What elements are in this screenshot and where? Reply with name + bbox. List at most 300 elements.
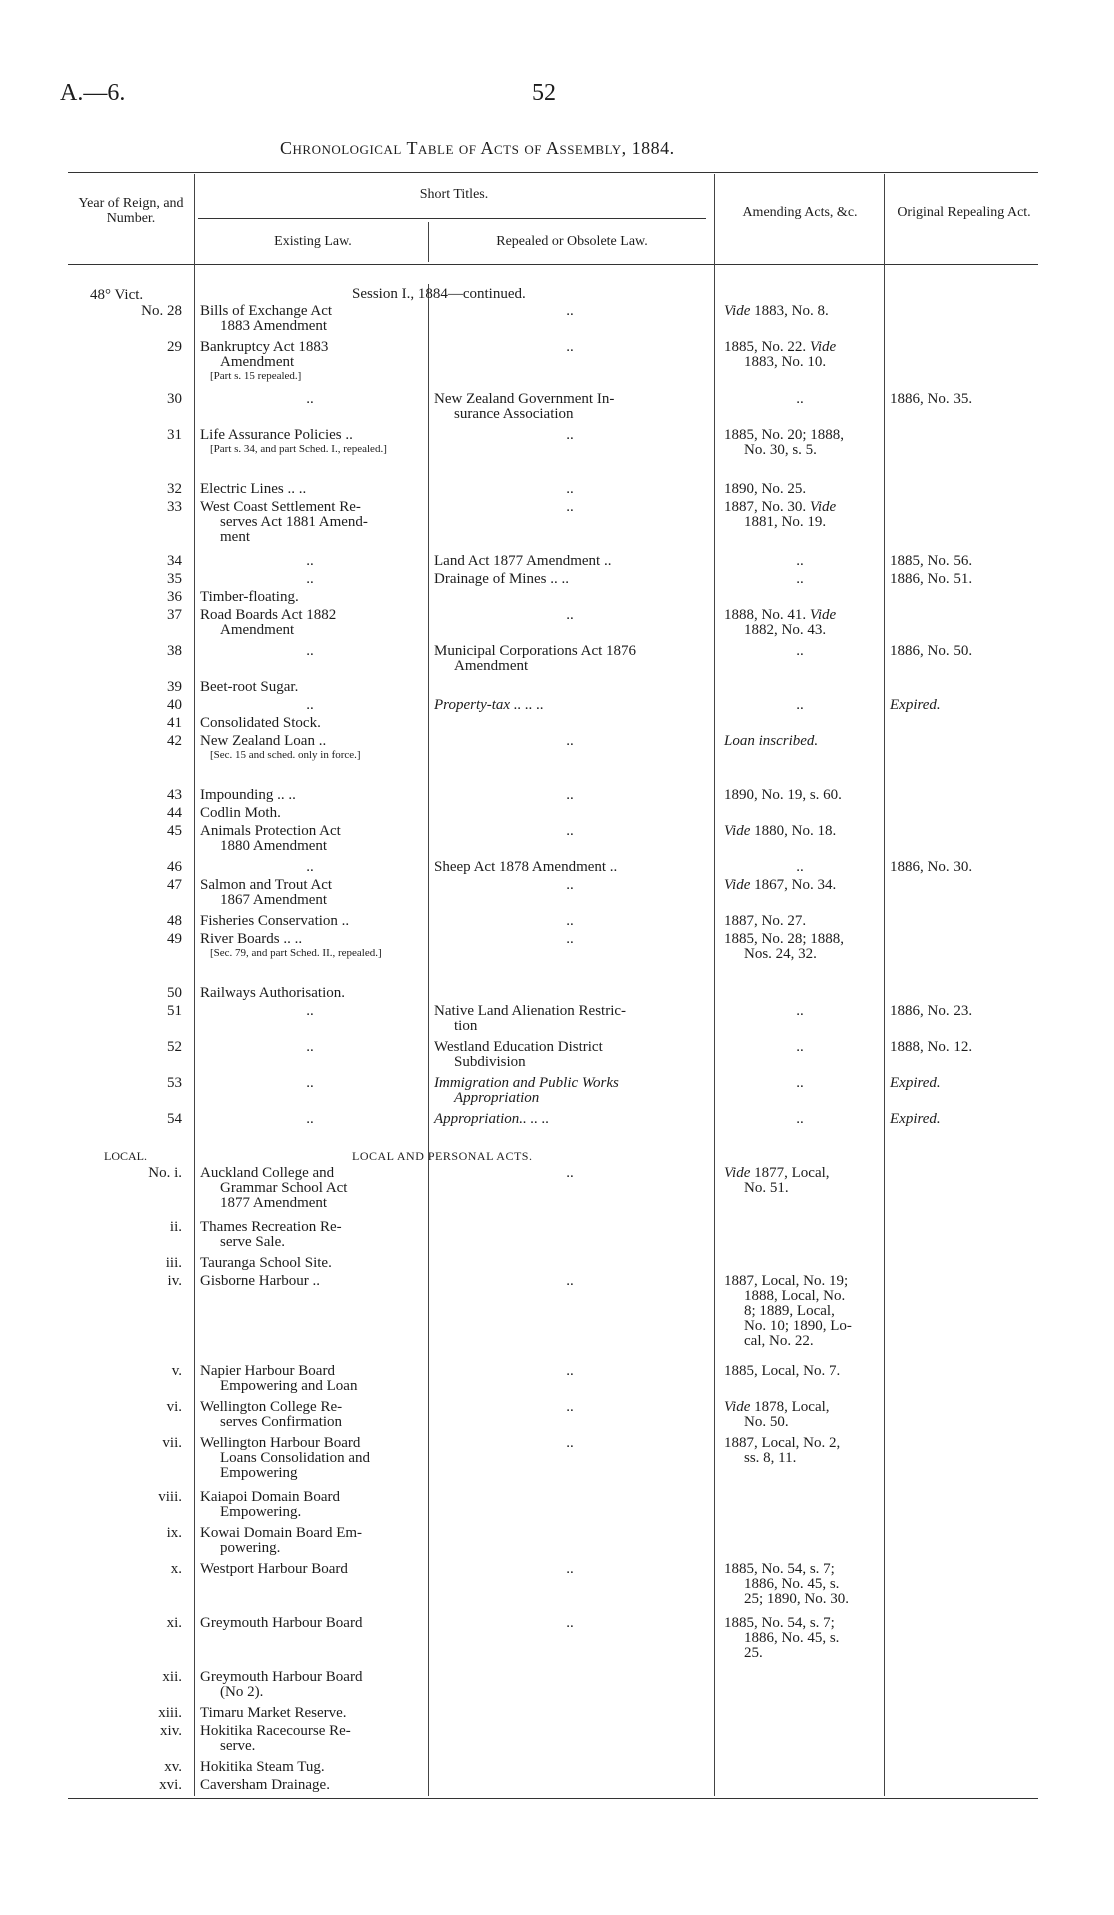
original-repealing-act: 1886, No. 30. — [890, 859, 973, 875]
existing-law-line: serves Confirmation — [220, 1414, 343, 1430]
amending-act-line: 8; 1889, Local, — [744, 1303, 835, 1319]
amending-acts-cell — [724, 1364, 876, 1379]
amending-act-line: No. 50. — [744, 1414, 789, 1430]
repealed-law-cell — [434, 1040, 706, 1070]
repealed-law-line: .. — [566, 1435, 574, 1451]
existing-law-line: Animals Protection Act — [200, 823, 341, 839]
act-number: 29 — [167, 339, 182, 355]
existing-law-cell — [200, 608, 420, 638]
act-number: v. — [171, 1363, 182, 1379]
act-number: xv. — [164, 1759, 182, 1775]
existing-law-line: .. — [306, 1075, 314, 1091]
column-header-short-titles: Short Titles. — [419, 187, 489, 202]
repealed-law-line: Native Land Alienation Restric- — [434, 1003, 627, 1019]
repealed-law-cell — [434, 1004, 706, 1034]
existing-law-cell — [200, 1760, 420, 1775]
act-number: 44 — [167, 805, 182, 821]
existing-law-cell — [200, 1706, 420, 1721]
amending-act-line: Vide 1880, No. 18. — [724, 823, 837, 839]
amending-act-line: 1883, No. 10. — [744, 354, 827, 370]
original-repealing-act: 1886, No. 23. — [890, 1003, 973, 1019]
repealed-law-cell — [434, 860, 706, 875]
existing-law-cell — [200, 1526, 420, 1556]
amending-acts-cell — [724, 698, 876, 713]
existing-law-line: 1867 Amendment — [220, 892, 328, 908]
amending-act-line: 1886, No. 45, s. — [744, 1576, 840, 1592]
existing-law-cell — [200, 1220, 420, 1250]
amending-acts-cell — [724, 1436, 876, 1466]
existing-law-line: Salmon and Trout Act — [200, 877, 333, 893]
existing-law-line: Napier Harbour Board — [200, 1363, 335, 1379]
existing-law-line: Kaiapoi Domain Board — [200, 1489, 340, 1505]
existing-law-line: Grammar School Act — [220, 1180, 348, 1196]
repealed-law-cell — [434, 500, 706, 515]
repealed-law-line: .. — [566, 339, 574, 355]
page-number: 52 — [532, 80, 556, 106]
repealed-law-cell — [434, 1274, 706, 1289]
column-header-year: Year of Reign, and Number. — [78, 196, 184, 226]
existing-law-cell — [200, 1670, 420, 1700]
existing-law-cell — [200, 1256, 420, 1271]
amending-act-line: .. — [796, 1111, 804, 1127]
existing-law-line: Thames Recreation Re- — [200, 1219, 342, 1235]
existing-law-line: (No 2). — [220, 1684, 264, 1700]
repeal-note: [Part s. 15 repealed.] — [210, 370, 302, 382]
amending-acts-cell — [724, 824, 876, 839]
existing-law-line: Loans Consolidation and — [220, 1450, 370, 1466]
amending-act-line: 1887, Local, No. 19; — [724, 1273, 849, 1289]
repealed-law-line: .. — [566, 733, 574, 749]
amending-act-line: 1881, No. 19. — [744, 514, 827, 530]
amending-act-line: 1887, No. 27. — [724, 913, 807, 929]
existing-law-line: Auckland College and — [200, 1165, 335, 1181]
act-number: xiv. — [160, 1723, 182, 1739]
repealed-law-line: .. — [566, 913, 574, 929]
existing-law-line: Beet-root Sugar. — [200, 679, 299, 695]
amending-act-line: .. — [796, 697, 804, 713]
amending-act-line: .. — [796, 1003, 804, 1019]
original-repealing-act: 1888, No. 12. — [890, 1039, 973, 1055]
amending-act-line: Vide 1883, No. 8. — [724, 303, 829, 319]
act-number: 32 — [167, 481, 182, 497]
existing-law-line: Caversham Drainage. — [200, 1777, 330, 1793]
existing-law-cell — [200, 644, 420, 659]
repealed-law-cell — [434, 788, 706, 803]
repealed-law-line: Westland Education District — [434, 1039, 603, 1055]
act-number: 52 — [167, 1039, 182, 1055]
repealed-law-cell — [434, 1616, 706, 1631]
existing-law-cell — [200, 914, 420, 929]
existing-law-line: 1877 Amendment — [220, 1195, 328, 1211]
existing-law-line: Empowering and Loan — [220, 1378, 358, 1394]
existing-law-line: .. — [306, 1003, 314, 1019]
amending-act-line: No. 10; 1890, Lo- — [744, 1318, 852, 1334]
repealed-law-cell — [434, 304, 706, 319]
existing-law-line: .. — [306, 643, 314, 659]
existing-law-line: .. — [306, 571, 314, 587]
existing-law-line: Electric Lines .. .. — [200, 481, 307, 497]
existing-law-line: Life Assurance Policies .. — [200, 427, 353, 443]
repealed-law-cell — [434, 644, 706, 674]
existing-law-line: Timber-floating. — [200, 589, 299, 605]
repealed-law-line: .. — [566, 1561, 574, 1577]
existing-law-line: New Zealand Loan .. — [200, 733, 327, 749]
amending-act-line: .. — [796, 571, 804, 587]
repealed-law-line: Municipal Corporations Act 1876 — [434, 643, 637, 659]
repealed-law-line: Property-tax .. .. .. — [434, 697, 544, 713]
amending-act-line: 1885, No. 22. Vide — [724, 339, 837, 355]
column-divider — [428, 222, 429, 262]
existing-law-cell — [200, 698, 420, 713]
amending-act-line: Nos. 24, 32. — [744, 946, 817, 962]
existing-law-line: Bankruptcy Act 1883 — [200, 339, 329, 355]
amending-act-line: 25. — [744, 1645, 763, 1661]
act-number: iv. — [167, 1273, 182, 1289]
amending-acts-cell — [724, 304, 876, 319]
repealed-law-cell — [434, 1112, 706, 1127]
amending-act-line: Vide 1877, Local, — [724, 1165, 830, 1181]
repealed-law-line: .. — [566, 823, 574, 839]
amending-act-line: 1885, No. 54, s. 7; — [724, 1615, 835, 1631]
existing-law-line: West Coast Settlement Re- — [200, 499, 361, 515]
repealed-law-line: .. — [566, 1399, 574, 1415]
existing-law-line: Hokitika Steam Tug. — [200, 1759, 325, 1775]
act-number: 54 — [167, 1111, 182, 1127]
existing-law-cell — [200, 1724, 420, 1754]
act-number: 37 — [167, 607, 182, 623]
existing-law-line: 1883 Amendment — [220, 318, 328, 334]
existing-law-cell — [200, 860, 420, 875]
existing-law-cell — [200, 932, 420, 959]
amending-act-line: 1887, No. 30. Vide — [724, 499, 837, 515]
existing-law-cell — [200, 806, 420, 821]
repealed-law-line: Appropriation.. .. .. — [434, 1111, 550, 1127]
repealed-law-cell — [434, 932, 706, 947]
repeal-note: [Part s. 34, and part Sched. I., repealed.] — [210, 443, 387, 455]
repealed-law-line: .. — [566, 303, 574, 319]
act-number: vi. — [166, 1399, 182, 1415]
reign-label: 48° Vict. — [90, 287, 144, 303]
existing-law-cell — [200, 554, 420, 569]
amending-act-line: Vide 1867, No. 34. — [724, 877, 837, 893]
existing-law-cell — [200, 986, 420, 1001]
amending-acts-cell — [724, 1112, 876, 1127]
repealed-law-line: Appropriation — [454, 1090, 540, 1106]
amending-act-line: 1885, No. 28; 1888, — [724, 931, 844, 947]
amending-act-line: 1890, No. 19, s. 60. — [724, 787, 842, 803]
amending-act-line: .. — [796, 1075, 804, 1091]
column-divider — [194, 174, 195, 1796]
existing-law-cell — [200, 1562, 420, 1577]
repealed-law-cell — [434, 572, 706, 587]
existing-law-line: Empowering. — [220, 1504, 302, 1520]
column-divider — [884, 174, 885, 1796]
existing-law-cell — [200, 1040, 420, 1055]
amending-acts-cell — [724, 914, 876, 929]
existing-law-line: Timaru Market Reserve. — [200, 1705, 347, 1721]
repealed-law-line: New Zealand Government In- — [434, 391, 615, 407]
amending-act-line: 1886, No. 45, s. — [744, 1630, 840, 1646]
existing-law-cell — [200, 304, 420, 334]
existing-law-line: River Boards .. .. — [200, 931, 303, 947]
act-number: 50 — [167, 985, 182, 1001]
existing-law-line: Road Boards Act 1882 — [200, 607, 337, 623]
act-number: 49 — [167, 931, 182, 947]
column-header-repealed: Repealed or Obsolete Law. — [496, 234, 648, 249]
repealed-law-line: .. — [566, 1615, 574, 1631]
existing-law-line: Impounding .. .. — [200, 787, 296, 803]
repealed-law-line: .. — [566, 607, 574, 623]
existing-law-line: Fisheries Conservation .. — [200, 913, 350, 929]
existing-law-cell — [200, 1436, 420, 1481]
act-number: No. i. — [148, 1165, 182, 1181]
repealed-law-line: .. — [566, 499, 574, 515]
existing-law-cell — [200, 734, 420, 761]
amending-acts-cell — [724, 608, 876, 638]
act-number: 43 — [167, 787, 182, 803]
existing-law-line: Greymouth Harbour Board — [200, 1615, 363, 1631]
original-repealing-act: 1885, No. 56. — [890, 553, 973, 569]
amending-act-line: No. 30, s. 5. — [744, 442, 817, 458]
act-number: vii. — [162, 1435, 182, 1451]
amending-acts-cell — [724, 1274, 876, 1349]
amending-act-line: Loan inscribed. — [724, 733, 819, 749]
repealed-law-cell — [434, 698, 706, 713]
amending-act-line: Vide 1878, Local, — [724, 1399, 830, 1415]
existing-law-cell — [200, 1616, 420, 1631]
amending-acts-cell — [724, 1616, 876, 1661]
existing-law-line: 1880 Amendment — [220, 838, 328, 854]
repealed-law-cell — [434, 1364, 706, 1379]
amending-act-line: 1887, Local, No. 2, — [724, 1435, 841, 1451]
amending-acts-cell — [724, 932, 876, 962]
amending-acts-cell — [724, 392, 876, 407]
amending-act-line: .. — [796, 643, 804, 659]
existing-law-line: .. — [306, 697, 314, 713]
amending-act-line: .. — [796, 391, 804, 407]
repealed-law-line: Sheep Act 1878 Amendment .. — [434, 859, 618, 875]
amending-act-line: 1882, No. 43. — [744, 622, 827, 638]
existing-law-line: powering. — [220, 1540, 281, 1556]
short-titles-rule — [198, 218, 706, 219]
repealed-law-cell — [434, 1436, 706, 1451]
amending-act-line: .. — [796, 553, 804, 569]
amending-acts-cell — [724, 1076, 876, 1091]
existing-law-line: Gisborne Harbour .. — [200, 1273, 320, 1289]
existing-law-line: .. — [306, 1039, 314, 1055]
repealed-law-cell — [434, 1400, 706, 1415]
act-number: 46 — [167, 859, 182, 875]
act-number: 38 — [167, 643, 182, 659]
existing-law-cell — [200, 824, 420, 854]
existing-law-cell — [200, 878, 420, 908]
act-number: xiii. — [158, 1705, 182, 1721]
repealed-law-line: Amendment — [454, 658, 529, 674]
amending-acts-cell — [724, 500, 876, 530]
act-number: viii. — [158, 1489, 182, 1505]
repealed-law-cell — [434, 1562, 706, 1577]
amending-acts-cell — [724, 1004, 876, 1019]
act-number: x. — [170, 1561, 182, 1577]
repealed-law-line: .. — [566, 1165, 574, 1181]
existing-law-cell — [200, 1076, 420, 1091]
existing-law-cell — [200, 340, 420, 382]
act-number: ii. — [169, 1219, 182, 1235]
amending-act-line: 25; 1890, No. 30. — [744, 1591, 849, 1607]
existing-law-line: serve Sale. — [220, 1234, 285, 1250]
existing-law-line: Greymouth Harbour Board — [200, 1669, 363, 1685]
column-header-amending: Amending Acts, &c. — [742, 205, 858, 220]
amending-acts-cell — [724, 1040, 876, 1055]
amending-act-line: 1885, Local, No. 7. — [724, 1363, 841, 1379]
existing-law-line: .. — [306, 859, 314, 875]
existing-law-line: Wellington College Re- — [200, 1399, 343, 1415]
amending-act-line: 1885, No. 20; 1888, — [724, 427, 844, 443]
amending-acts-cell — [724, 1400, 876, 1430]
existing-law-line: .. — [306, 1111, 314, 1127]
amending-act-line: .. — [796, 859, 804, 875]
amending-acts-cell — [724, 1562, 876, 1607]
act-number: 47 — [167, 877, 182, 893]
repeal-note: [Sec. 79, and part Sched. II., repealed.] — [210, 947, 382, 959]
existing-law-cell — [200, 716, 420, 731]
repealed-law-line: Immigration and Public Works — [434, 1075, 619, 1091]
existing-law-line: serve. — [220, 1738, 256, 1754]
amending-acts-cell — [724, 482, 876, 497]
act-number: 51 — [167, 1003, 182, 1019]
amending-acts-cell — [724, 428, 876, 458]
repealed-law-line: .. — [566, 787, 574, 803]
original-repealing-act: Expired. — [890, 697, 941, 713]
original-repealing-act: Expired. — [890, 1075, 941, 1091]
existing-law-cell — [200, 1490, 420, 1520]
column-header-existing: Existing Law. — [274, 234, 352, 249]
act-number: 36 — [167, 589, 182, 605]
act-number: xii. — [162, 1669, 182, 1685]
amending-acts-cell — [724, 1166, 876, 1196]
act-number: 35 — [167, 571, 182, 587]
existing-law-line: Kowai Domain Board Em- — [200, 1525, 363, 1541]
existing-law-cell — [200, 500, 420, 545]
existing-law-line: Amendment — [220, 622, 295, 638]
existing-law-cell — [200, 428, 420, 455]
existing-law-cell — [200, 572, 420, 587]
page-title: Chronological Table of Acts of Assembly, 1884. — [280, 138, 675, 158]
act-number: xi. — [166, 1615, 182, 1631]
act-number: 53 — [167, 1075, 182, 1091]
amending-act-line: ss. 8, 11. — [744, 1450, 797, 1466]
table-top-rule — [68, 172, 1038, 173]
act-number: 39 — [167, 679, 182, 695]
repealed-law-cell — [434, 824, 706, 839]
act-number: xvi. — [159, 1777, 182, 1793]
amending-acts-cell — [724, 340, 876, 370]
act-number: iii. — [165, 1255, 182, 1271]
existing-law-line: serves Act 1881 Amend- — [220, 514, 368, 530]
existing-law-line: Westport Harbour Board — [200, 1561, 348, 1577]
original-repealing-act: 1886, No. 50. — [890, 643, 973, 659]
act-number: 45 — [167, 823, 182, 839]
act-number: 42 — [167, 733, 182, 749]
original-repealing-act: 1886, No. 35. — [890, 391, 973, 407]
existing-law-cell — [200, 1778, 420, 1793]
existing-law-line: Railways Authorisation. — [200, 985, 345, 1001]
original-repealing-act: Expired. — [890, 1111, 941, 1127]
act-number: 48 — [167, 913, 182, 929]
repealed-law-line: .. — [566, 481, 574, 497]
act-number: ix. — [166, 1525, 182, 1541]
repealed-law-cell — [434, 734, 706, 749]
existing-law-line: Bills of Exchange Act — [200, 303, 333, 319]
amending-acts-cell — [724, 572, 876, 587]
act-number: 34 — [167, 553, 182, 569]
repealed-law-line: .. — [566, 1273, 574, 1289]
amending-act-line: 1888, No. 41. Vide — [724, 607, 837, 623]
existing-law-cell — [200, 1004, 420, 1019]
existing-law-cell — [200, 392, 420, 407]
amending-acts-cell — [724, 734, 876, 749]
repealed-law-cell — [434, 428, 706, 443]
amending-act-line: .. — [796, 1039, 804, 1055]
existing-law-cell — [200, 1166, 420, 1211]
existing-law-cell — [200, 1364, 420, 1394]
existing-law-line: Wellington Harbour Board — [200, 1435, 361, 1451]
act-number: 33 — [167, 499, 182, 515]
existing-law-cell — [200, 680, 420, 695]
existing-law-line: ment — [220, 529, 250, 545]
repealed-law-cell — [434, 482, 706, 497]
amending-act-line: cal, No. 22. — [744, 1333, 814, 1349]
amending-acts-cell — [724, 554, 876, 569]
repealed-law-cell — [434, 392, 706, 422]
amending-act-line: 1888, Local, No. — [744, 1288, 846, 1304]
header-bottom-rule — [68, 264, 1038, 265]
existing-law-cell — [200, 1112, 420, 1127]
repealed-law-line: Land Act 1877 Amendment .. — [434, 553, 612, 569]
session-label: Session I., 1884—continued. — [352, 286, 526, 302]
existing-law-cell — [200, 590, 420, 605]
column-divider — [714, 174, 715, 1796]
act-number: No. 28 — [141, 303, 182, 319]
local-reign-label: LOCAL. — [104, 1149, 147, 1163]
existing-law-line: .. — [306, 553, 314, 569]
original-repealing-act: 1886, No. 51. — [890, 571, 973, 587]
amending-act-line: No. 51. — [744, 1180, 789, 1196]
amending-acts-cell — [724, 860, 876, 875]
repealed-law-line: tion — [454, 1018, 478, 1034]
repealed-law-cell — [434, 1166, 706, 1181]
amending-acts-cell — [724, 644, 876, 659]
repealed-law-line: .. — [566, 427, 574, 443]
act-number: 30 — [167, 391, 182, 407]
existing-law-cell — [200, 1274, 420, 1289]
existing-law-cell — [200, 788, 420, 803]
existing-law-line: Tauranga School Site. — [200, 1255, 332, 1271]
repealed-law-line: .. — [566, 1363, 574, 1379]
repealed-law-cell — [434, 340, 706, 355]
act-number: 40 — [167, 697, 182, 713]
amending-acts-cell — [724, 788, 876, 803]
existing-law-line: Consolidated Stock. — [200, 715, 321, 731]
repealed-law-cell — [434, 878, 706, 893]
existing-law-line: Empowering — [220, 1465, 298, 1481]
amending-acts-cell — [724, 878, 876, 893]
repealed-law-cell — [434, 554, 706, 569]
repealed-law-cell — [434, 608, 706, 623]
repealed-law-cell — [434, 1076, 706, 1106]
repealed-law-line: surance Association — [454, 406, 574, 422]
act-number: 31 — [167, 427, 182, 443]
